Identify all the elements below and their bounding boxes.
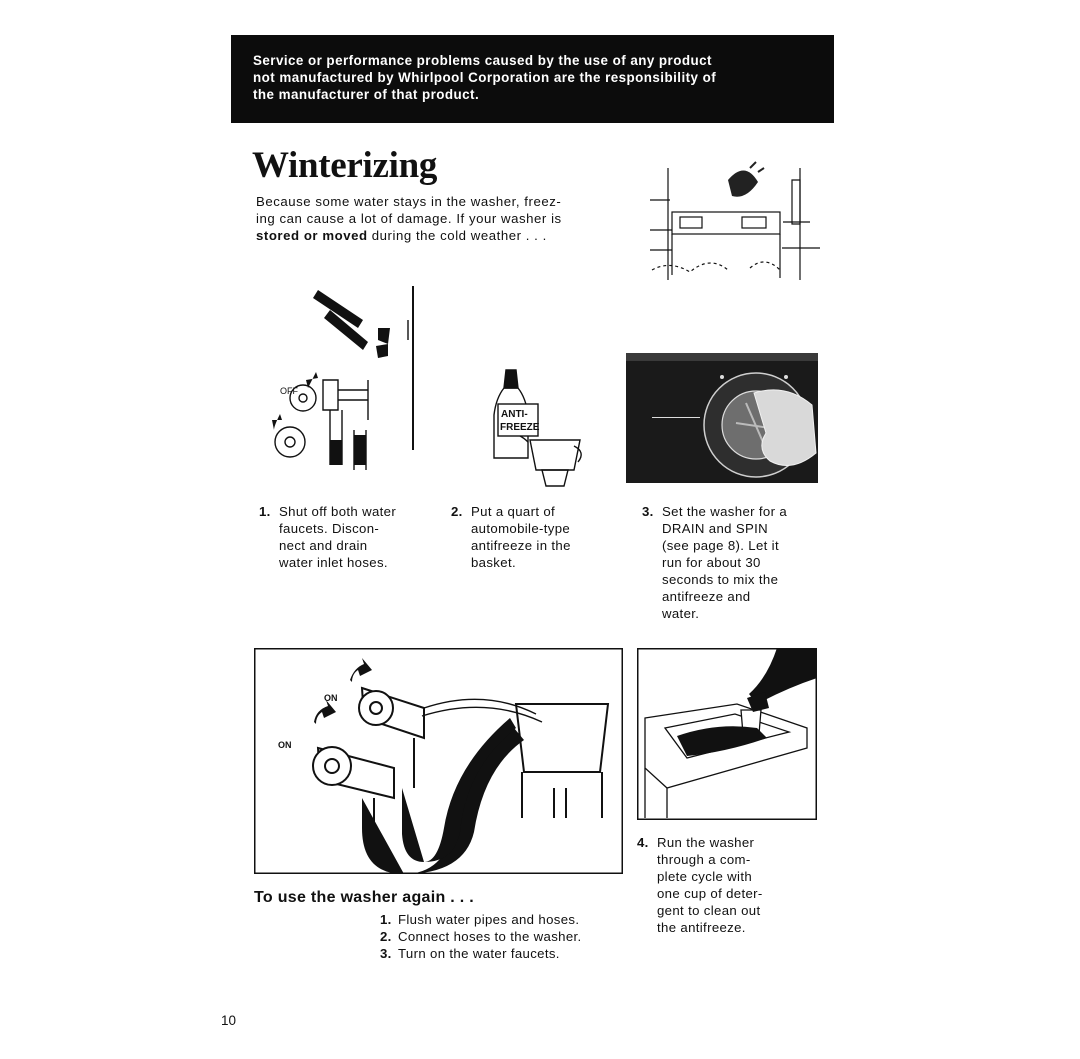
step-2-line: basket. bbox=[471, 555, 516, 570]
pouring-detergent-illustration bbox=[637, 648, 817, 820]
intro-emphasis: stored or moved bbox=[256, 228, 368, 243]
antifreeze-label-line-1: ANTI- bbox=[501, 409, 528, 420]
step-2-number: 2. bbox=[451, 504, 463, 519]
step-2 bbox=[451, 503, 631, 571]
step-1-number: 1. bbox=[259, 504, 271, 519]
use-again-item bbox=[380, 945, 582, 962]
intro-line-3-rest: during the cold weather . . . bbox=[367, 228, 547, 243]
step-4-line: one cup of deter- bbox=[657, 886, 763, 901]
notice-line-1: Service or performance problems caused by the use of any product bbox=[253, 53, 712, 68]
notice-line-3: the manufacturer of that product. bbox=[253, 87, 480, 102]
page-title: Winterizing bbox=[252, 145, 438, 186]
step-2-line: automobile-type bbox=[471, 521, 571, 536]
use-again-item bbox=[380, 911, 582, 928]
step-3-line: seconds to mix the bbox=[662, 572, 779, 587]
faucets-off-illustration bbox=[268, 280, 428, 475]
notice-banner bbox=[231, 35, 834, 123]
faucets-on-illustration bbox=[254, 648, 623, 874]
step-1 bbox=[259, 503, 439, 571]
step-1-line: faucets. Discon- bbox=[279, 521, 380, 536]
use-again-item-text: Connect hoses to the washer. bbox=[398, 929, 582, 944]
page-number: 10 bbox=[221, 1013, 237, 1028]
step-1-line: water inlet hoses. bbox=[279, 555, 388, 570]
step-4-line: through a com- bbox=[657, 852, 751, 867]
step-1-line: Shut off both water bbox=[279, 504, 397, 519]
stored-washer-illustration bbox=[650, 160, 820, 295]
use-again-item-text: Turn on the water faucets. bbox=[398, 946, 560, 961]
step-3-line: water. bbox=[662, 606, 700, 621]
step-4-line: plete cycle with bbox=[657, 869, 753, 884]
step-4-line: Run the washer bbox=[657, 835, 755, 850]
intro-line-2: ing can cause a lot of damage. If your washer is bbox=[256, 211, 562, 226]
use-again-item-text: Flush water pipes and hoses. bbox=[398, 912, 580, 927]
step-3-line: run for about 30 bbox=[662, 555, 761, 570]
step-3-line: Set the washer for a bbox=[662, 504, 788, 519]
step-4 bbox=[637, 834, 837, 936]
use-again-heading: To use the washer again . . . bbox=[254, 889, 475, 906]
step-2-line: Put a quart of bbox=[471, 504, 556, 519]
intro-line-3 bbox=[256, 227, 636, 244]
use-again-item-number: 2. bbox=[380, 929, 392, 944]
step-3-number: 3. bbox=[642, 504, 654, 519]
step-4-line: the antifreeze. bbox=[657, 920, 746, 935]
antifreeze-label-line-2: FREEZE bbox=[500, 422, 540, 433]
step-3-line: antifreeze and bbox=[662, 589, 751, 604]
control-dial-illustration bbox=[626, 353, 818, 483]
faucet-on-label-1: ON bbox=[324, 693, 338, 703]
use-again-item-number: 3. bbox=[380, 946, 392, 961]
notice-line-2: not manufactured by Whirlpool Corporation are the responsibility of bbox=[253, 70, 717, 85]
use-again-item-number: 1. bbox=[380, 912, 392, 927]
step-3 bbox=[642, 503, 842, 622]
faucet-on-label-2: ON bbox=[278, 740, 292, 750]
intro-line-1: Because some water stays in the washer, freez- bbox=[256, 194, 562, 209]
step-1-line: nect and drain bbox=[279, 538, 368, 553]
intro-paragraph bbox=[256, 193, 636, 244]
step-3-line: DRAIN and SPIN bbox=[662, 521, 769, 536]
use-again-list bbox=[380, 911, 582, 962]
step-3-line: (see page 8). Let it bbox=[662, 538, 779, 553]
faucet-off-label: OFF bbox=[280, 386, 298, 396]
step-4-line: gent to clean out bbox=[657, 903, 761, 918]
antifreeze-illustration bbox=[480, 360, 585, 490]
step-2-line: antifreeze in the bbox=[471, 538, 571, 553]
use-again-item bbox=[380, 928, 582, 945]
step-4-number: 4. bbox=[637, 835, 649, 850]
